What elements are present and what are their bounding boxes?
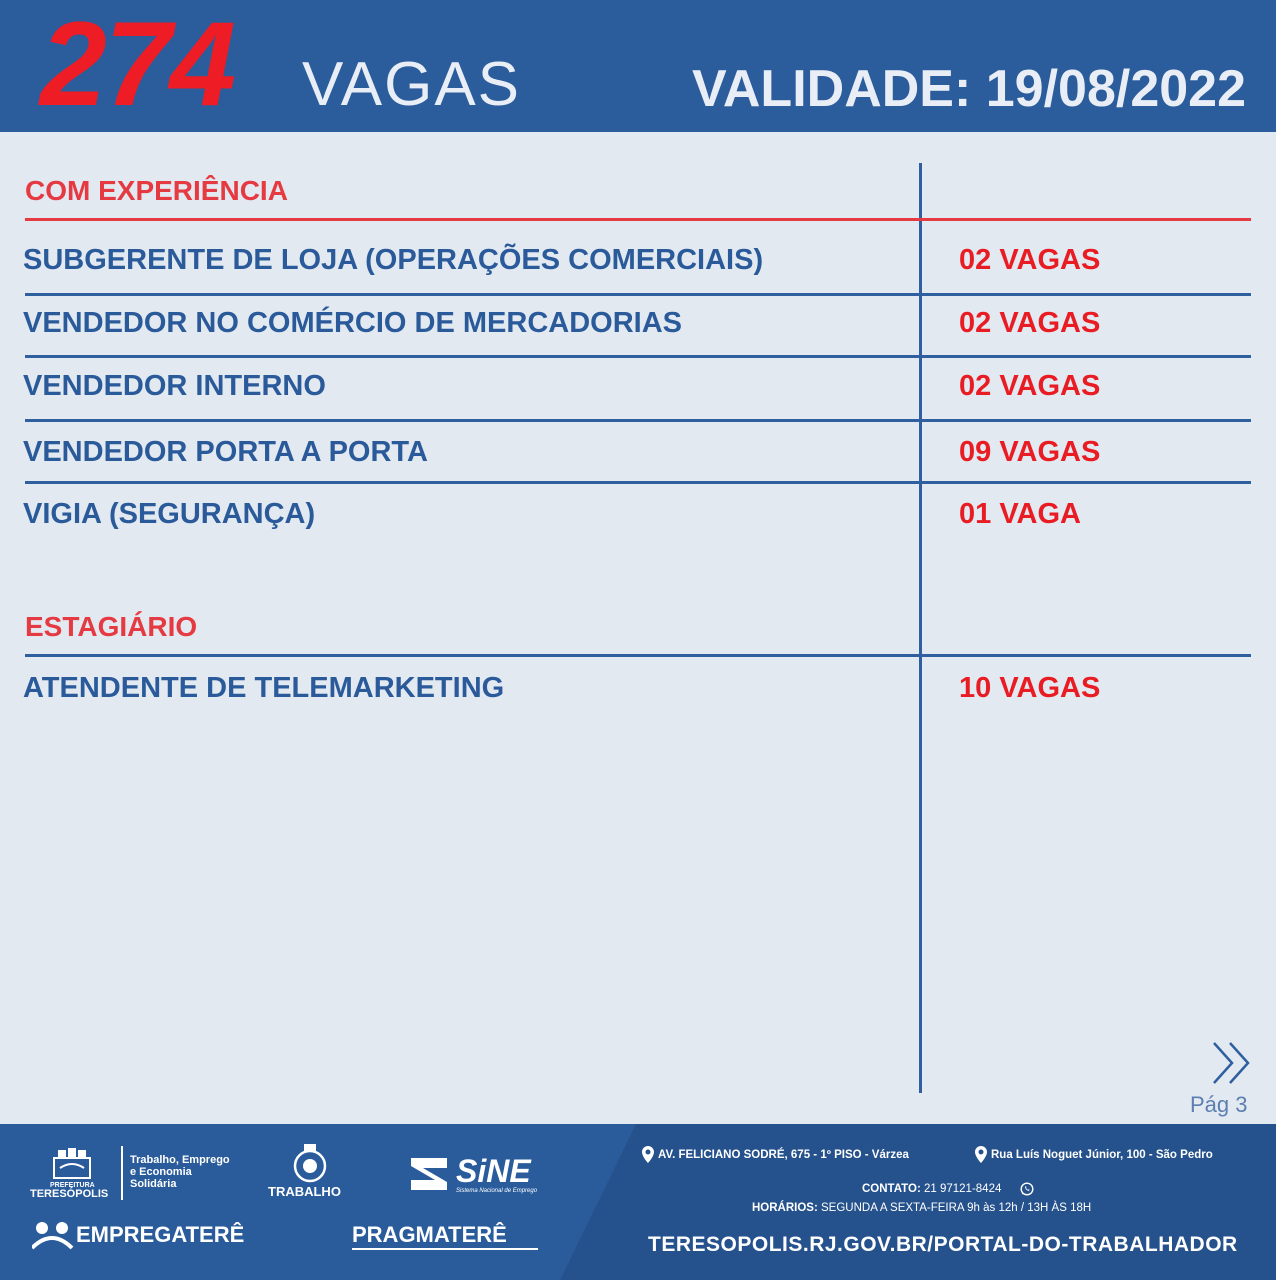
empregatere-logo: EMPREGATERÊ (76, 1222, 245, 1247)
job-name: VENDEDOR PORTA A PORTA (23, 436, 428, 468)
row-divider (25, 355, 1251, 358)
secretaria-line2: e Economia (130, 1166, 192, 1178)
row-divider (25, 293, 1251, 296)
address-2: Rua Luís Noguet Júnior, 100 - São Pedro (991, 1149, 1213, 1161)
total-vagas-count: 274 (40, 0, 235, 131)
section-title-estagiario: ESTAGIÁRIO (25, 611, 198, 642)
row-divider (25, 481, 1251, 484)
header-banner (0, 0, 1276, 132)
job-vagas: 09 VAGAS (959, 436, 1101, 468)
hours-line (752, 1201, 1091, 1215)
section-title-com-experiencia: COM EXPERIÊNCIA (25, 175, 288, 206)
logo-separator (121, 1146, 123, 1200)
job-vagas: 10 VAGAS (959, 672, 1101, 704)
job-vagas: 02 VAGAS (959, 307, 1101, 339)
empregatere-people-icon (32, 1220, 74, 1250)
contact-phone[interactable]: 21 97121-8424 (923, 1183, 1002, 1195)
contact-line (862, 1182, 1001, 1196)
pragmatere-logo: PRAGMATERÊ (352, 1222, 507, 1247)
prefeitura-crest-icon (50, 1146, 94, 1180)
secretaria-line1: Trabalho, Emprego (130, 1154, 230, 1166)
job-name: SUBGERENTE DE LOJA (OPERAÇÕES COMERCIAIS) (23, 244, 764, 276)
job-vagas: 02 VAGAS (959, 370, 1101, 402)
section-divider (25, 654, 1251, 657)
prefeitura-label: PREFEITURA (50, 1182, 95, 1189)
job-name: VENDEDOR NO COMÉRCIO DE MERCADORIAS (23, 307, 682, 339)
column-divider (919, 163, 922, 1093)
page-number: Pág 3 (1190, 1092, 1248, 1117)
job-name: VIGIA (SEGURANÇA) (23, 498, 316, 530)
hours-label: HORÁRIOS: (752, 1202, 818, 1214)
row-divider (25, 419, 1251, 422)
address-1: AV. FELICIANO SODRÉ, 675 - 1º PISO - Várzea (658, 1149, 909, 1161)
trabalho-logo: TRABALHO (268, 1184, 341, 1199)
trabalho-emblem-icon (290, 1142, 330, 1186)
job-vagas: 02 VAGAS (959, 244, 1101, 276)
job-name: VENDEDOR INTERNO (23, 370, 326, 402)
job-name: ATENDENTE DE TELEMARKETING (23, 672, 505, 704)
secretaria-line3: Solidária (130, 1178, 177, 1190)
whatsapp-icon (1020, 1182, 1034, 1196)
teresopolis-label: TERESÓPOLIS (30, 1188, 109, 1200)
validity-date: VALIDADE: 19/08/2022 (692, 60, 1246, 118)
job-vagas: 01 VAGA (959, 498, 1081, 530)
hours-value: SEGUNDA A SEXTA-FEIRA 9h às 12h / 13H ÀS 18H (821, 1202, 1092, 1214)
section-divider (25, 218, 1251, 221)
contact-label: CONTATO: (862, 1183, 921, 1195)
pragmatere-underline (352, 1248, 538, 1250)
vagas-label: VAGAS (302, 50, 522, 119)
sine-subtitle: Sistema Nacional de Emprego (456, 1188, 538, 1194)
double-chevron-right-icon[interactable] (1208, 1040, 1256, 1086)
location-pin-icon (975, 1146, 987, 1163)
sine-s-icon (407, 1154, 451, 1194)
sine-logo: SiNE (456, 1153, 531, 1189)
portal-link[interactable]: TERESOPOLIS.RJ.GOV.BR/PORTAL-DO-TRABALHADOR (648, 1233, 1238, 1256)
location-pin-icon (642, 1146, 654, 1163)
